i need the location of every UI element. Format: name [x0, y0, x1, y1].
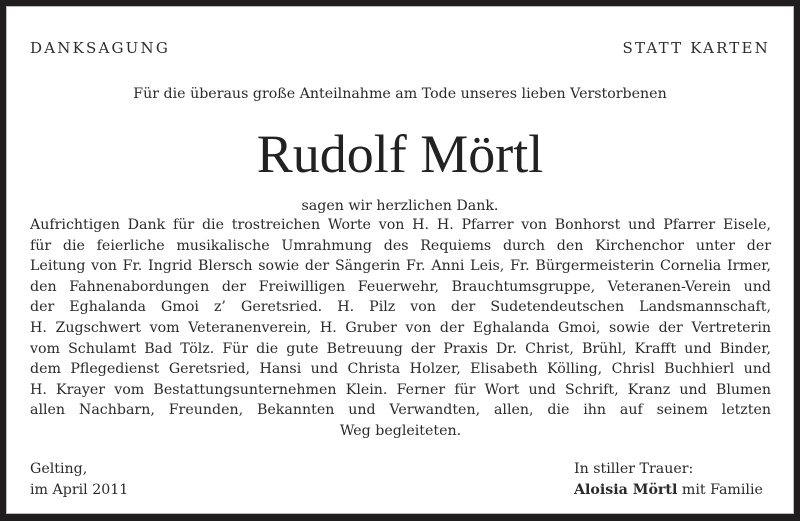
body-line: H. Krayer vom Bestattungsunternehmen Klein. Ferner für Wort und Schrift, Kranz und Blumen	[30, 381, 771, 398]
body-line: den Fahnenabordungen der Freiwilligen Feuerwehr, Brauchtumsgruppe, Veteranen-Verein und	[30, 278, 771, 295]
body-line: Leitung von Fr. Ingrid Blersch sowie der Sängerin Fr. Anni Leis, Fr. Bürgermeisterin Cornelia Irmer,	[30, 258, 771, 275]
place: Gelting,	[30, 461, 88, 477]
body-line: dem Pflegedienst Geretsried, Hansi und Christa Holzer, Elisabeth Kölling, Chrisl Buchhierl und	[30, 361, 771, 378]
body-line: der Eghalanda Gmoi z’ Geretsried. H. Pilz von der Sudetendeutschen Landsmannschaft,	[30, 299, 771, 316]
signer-name: Aloisia Mörtl	[574, 481, 678, 498]
date: im April 2011	[30, 481, 129, 498]
body-line: vom Schulamt Bad Tölz. Für die gute Betreuung der Praxis Dr. Christ, Brühl, Krafft und Binder,	[30, 340, 771, 357]
acknowledgement-body	[30, 215, 771, 442]
signer-suffix: mit Familie	[677, 481, 763, 498]
heading-danksagung: DANKSAGUNG	[30, 39, 171, 57]
body-line: für die feierliche musikalische Umrahmung des Requiems durch den Kirchenchor unter der	[30, 237, 771, 254]
body-line-last: Weg begleiteten.	[339, 422, 462, 439]
body-line: H. Zugschwert vom Veteranenverein, H. Gruber von der Eghalanda Gmoi, sowie der Vertreterin	[30, 319, 771, 336]
place-date	[30, 459, 128, 500]
body-line: allen Nachbarn, Freunden, Bekannten und Verwandten, allen, die ihn auf seinem letzten	[30, 402, 771, 419]
signature	[574, 459, 763, 500]
thanks-line: sagen wir herzlichen Dank.	[301, 198, 499, 214]
intro-text: Für die überaus große Anteilnahme am Tode unseres lieben Verstorbenen	[133, 86, 667, 102]
obituary-card	[6, 6, 794, 514]
deceased-name: Rudolf Mörtl	[256, 124, 544, 184]
signature-label: In stiller Trauer:	[574, 461, 694, 477]
signature-line	[574, 480, 763, 501]
body-line: Aufrichtigen Dank für die trostreichen Worte von H. H. Pfarrer von Bonhorst und Pfarrer Eisele,	[30, 217, 771, 233]
heading-statt-karten: STATT KARTEN	[622, 39, 770, 57]
